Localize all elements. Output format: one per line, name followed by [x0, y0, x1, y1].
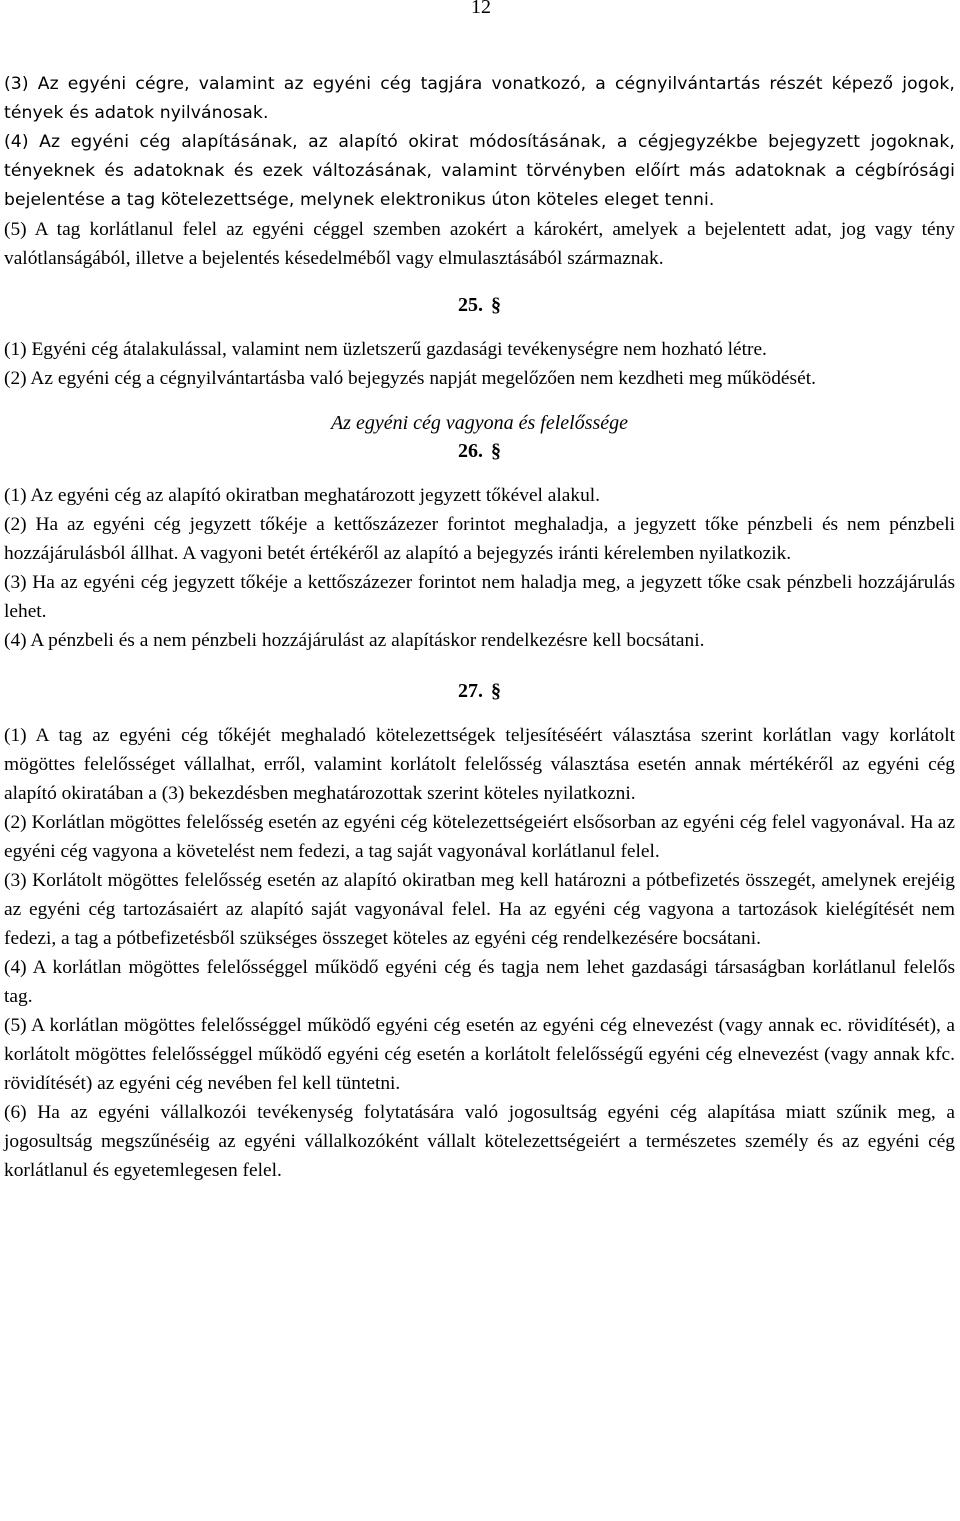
- section-sign: §: [491, 440, 501, 462]
- section-sign: §: [491, 294, 501, 316]
- document-body: [4, 70, 955, 1185]
- section-number: 27.: [458, 680, 483, 702]
- page-number: 12: [471, 0, 491, 18]
- paragraph-27-6: (6) Ha az egyéni vállalkozói tevékenység folytatására való jogosultság egyéni cég alapítása miatt szűnik meg, a jogosultság megszűnéséig az egyéni vállalkozóként vállalt kötelezettségeiért a természetes személy és az egyéni cég korlátlanul és egyetemlegesen felel.: [4, 1102, 955, 1181]
- section-number: 25.: [458, 294, 483, 316]
- paragraph-24-3: (3) Az egyéni cégre, valamint az egyéni cég tagjára vonatkozó, a cégnyilvántartás részét képező jogok, tények és adatok nyilvánosak.: [4, 74, 955, 123]
- paragraph-27-5: (5) A korlátlan mögöttes felelősséggel működő egyéni cég esetén az egyéni cég elnevezést (vagy annak ec. rövidítését), a korlátolt mögöttes felelősséggel működő egyéni cég esetén a korlátolt felelősségű egyéni cég elnevezést (vagy annak kfc. rövidítését) az egyéni cég nevében fel kell tüntetni.: [4, 1015, 955, 1094]
- paragraph-25-1: (1) Egyéni cég átalakulással, valamint nem üzletszerű gazdasági tevékenységre nem hozható létre.: [4, 339, 767, 360]
- paragraph-26-4: (4) A pénzbeli és a nem pénzbeli hozzájárulást az alapításkor rendelkezésre kell bocsátani.: [4, 630, 705, 651]
- paragraph-26-2: (2) Ha az egyéni cég jegyzett tőkéje a kettőszázezer forintot meghaladja, a jegyzett tőke pénzbeli és nem pénzbeli hozzájárulásból állhat. A vagyoni betét értékéről az alapító a bejegyzés iránti kérelemben nyilatkozik.: [4, 514, 955, 564]
- paragraph-24-5: (5) A tag korlátlanul felel az egyéni céggel szemben azokért a károkért, amelyek a bejelentett adat, jog vagy tény valótlanságából, illetve a bejelentés késedelméből vagy elmulasztásából származnak.: [4, 219, 955, 269]
- section-heading-25: [4, 291, 955, 319]
- paragraph-26-1: (1) Az egyéni cég az alapító okiratban meghatározott jegyzett tőkével alakul.: [4, 485, 601, 506]
- section-heading-26: [4, 437, 955, 465]
- paragraph-27-3: (3) Korlátolt mögöttes felelősség esetén az alapító okiratban meg kell határozni a pótbefizetés összegét, amelynek erejéig az egyéni cég tartozásaiért az alapító saját vagyonával felel. Ha az egyéni cég vagyona a tartozások kielégítését nem fedezi, a tag a pótbefizetésből szükséges összeget köteles az egyéni cég rendelkezésére bocsátani.: [4, 870, 955, 949]
- paragraph-26-3: (3) Ha az egyéni cég jegyzett tőkéje a kettőszázezer forintot nem haladja meg, a jegyzett tőke csak pénzbeli hozzájárulás lehet.: [4, 572, 955, 622]
- paragraph-25-2: (2) Az egyéni cég a cégnyilvántartásba való bejegyzés napját megelőzően nem kezdheti meg működését.: [4, 368, 816, 389]
- paragraph-27-4: (4) A korlátlan mögöttes felelősséggel működő egyéni cég és tagja nem lehet gazdasági társaságban korlátlanul felelős tag.: [4, 957, 955, 1007]
- paragraph-27-1: (1) A tag az egyéni cég tőkéjét meghaladó kötelezettségek teljesítéséért választása szerint korlátlan vagy korlátolt mögöttes felelősséget vállalhat, erről, valamint korlátolt felelősség választása esetén annak mértékéről az egyéni cég alapító okiratában a (3) bekezdésben meghatározottak szerint köteles nyilatkozni.: [4, 725, 955, 804]
- paragraph-24-4: (4) Az egyéni cég alapításának, az alapító okirat módosításának, a cégjegyzékbe bejegyzett jogoknak, tényeknek és adatoknak és ezek változásának, valamint törvényben előírt más adatoknak a cégbírósági bejelentése a tag kötelezettsége, melynek elektronikus úton köteles eleget tenni.: [4, 132, 955, 210]
- paragraph-27-2: (2) Korlátlan mögöttes felelősség esetén az egyéni cég kötelezettségeiért elsősorban az egyéni cég felel vagyonával. Ha az egyéni cég vagyona a követelést nem fedezi, a tag saját vagyonával korlátlanul felel.: [4, 812, 955, 862]
- section-sign: §: [491, 680, 501, 702]
- section-heading-27: [4, 677, 955, 705]
- paragraph-group-24: [4, 70, 955, 215]
- chapter-subtitle: Az egyéni cég vagyona és felelőssége: [330, 412, 629, 434]
- section-number: 26.: [458, 440, 483, 462]
